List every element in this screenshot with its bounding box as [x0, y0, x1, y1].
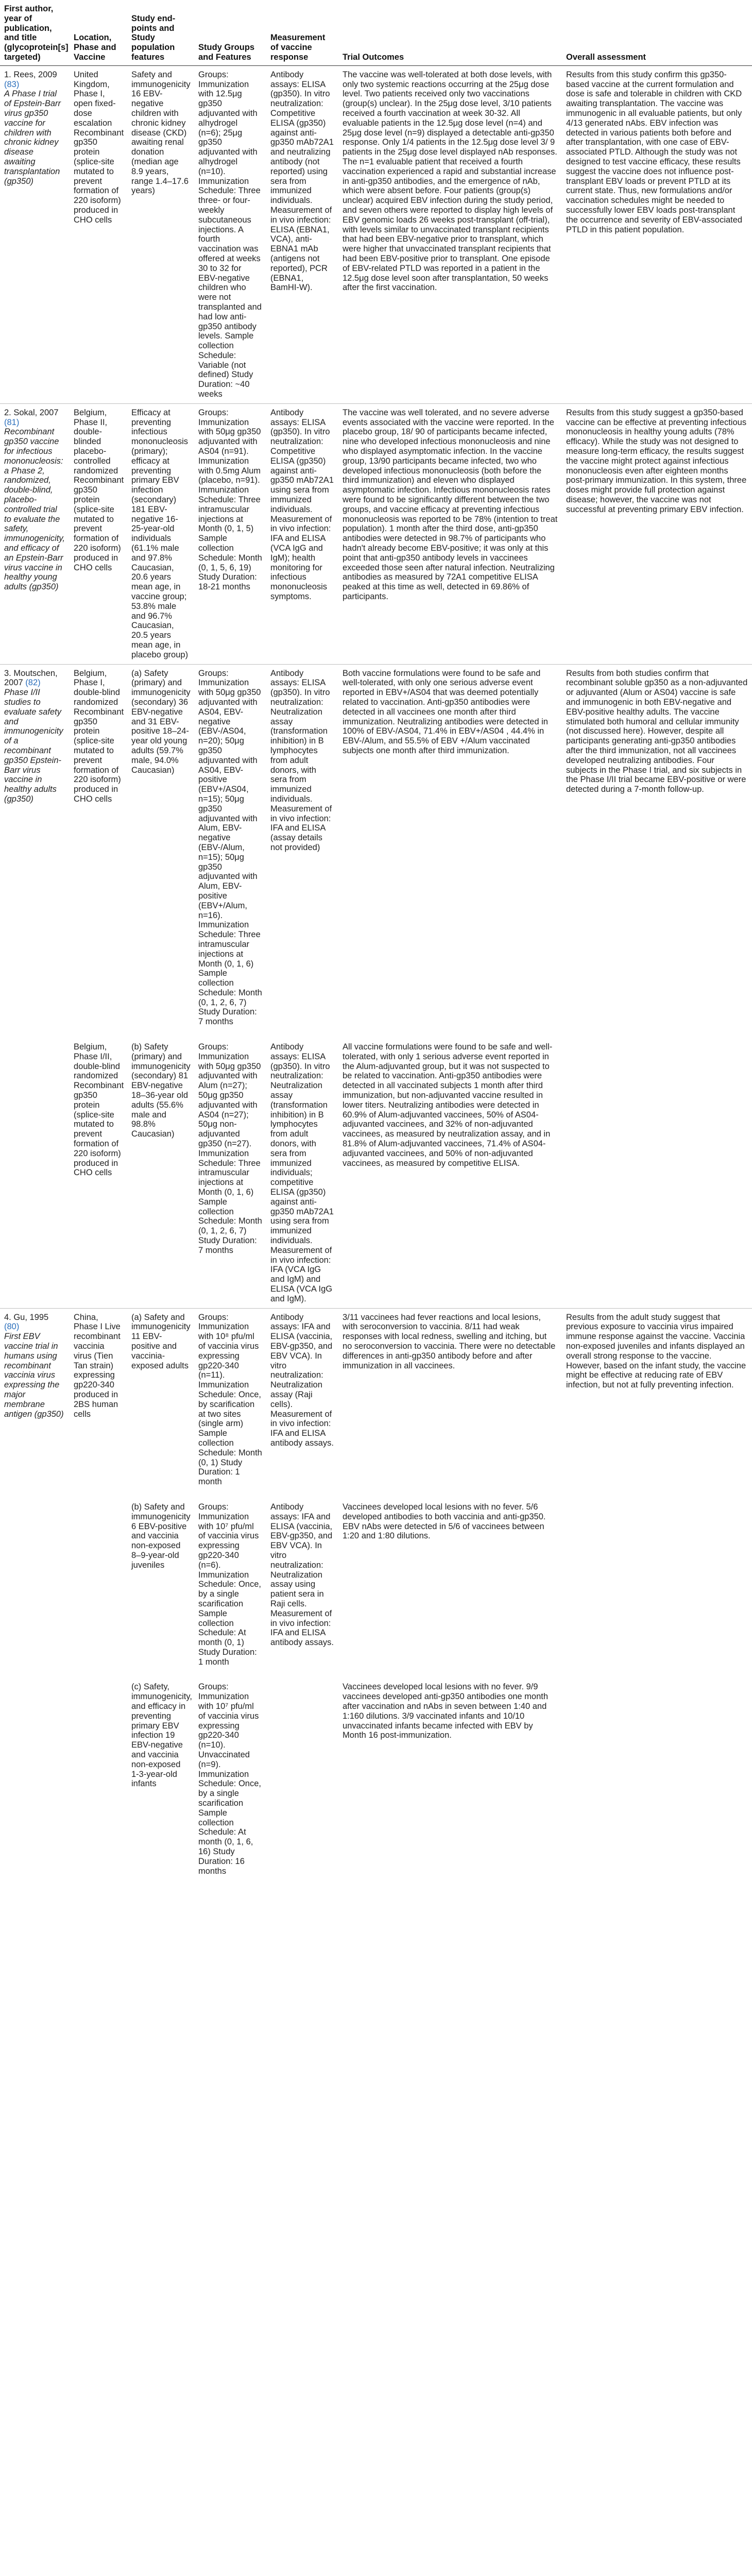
endpoints-cell: Efficacy at preventing infectious mononucleosis (primary); efficacy at preventing primary EBV infection (secondary) 181 EBV-negative 16-25-year-old individuals (61.1% male and 97.8% Caucasian, 20.6 years mean age, in vaccine group; 53.8% male and 96.7% Caucasian, 20.5 years mean age, in placebo group)	[127, 403, 194, 664]
column-header-author: First author, year of publication, and title (glycoprotein[s] targeted)	[0, 0, 70, 65]
assessment-cell	[562, 1671, 752, 1880]
endpoints-cell: Safety and immunogenicity 16 EBV-negative children with chronic kidney disease (CKD) awaiting renal donation (median age 8.9 years, range 1.4–17.6 years)	[127, 65, 194, 403]
location-cell	[70, 1671, 127, 1880]
reference-link[interactable]: (80)	[4, 1322, 20, 1332]
study-title: Phase I/II studies to evaluate safety and immunogenicity of a recombinant gp350 Epstein-Barr virus vaccine in healthy adults (gp350)	[4, 688, 63, 804]
groups-cell: Groups: Immunization with 10⁷ pfu/ml of vaccinia virus expressing gp220-340 (n=10). Unvaccinated (n=9). Immunization Schedule: Once, by a single scarification Sample collection Schedule: At month (0, 1, 6, 16) Study Duration: 16 months	[198, 1682, 261, 1876]
groups-cell: Groups: Immunization with 10⁷ pfu/ml of vaccinia virus expressing gp220-340 (n=6). Immunization Schedule: Once, by a single scarification Sample collection Schedule: At month (0, 1) Study Duration: 1 month	[198, 1502, 261, 1667]
author-cell	[0, 1031, 70, 1308]
reference-link[interactable]: (83)	[4, 79, 20, 89]
endpoints-cell: (a) Safety (primary) and immunogenicity (secondary) 36 EBV-negative and 31 EBV-positive 18–24-year old young adults (59.7% male, 94.0% Caucasian)	[127, 664, 194, 1031]
table-row	[0, 664, 752, 1031]
outcomes-cell: All vaccine formulations were found to be safe and well-tolerated, with only 1 serious adverse event reported in the Alum-adjuvanted group, but it was not suspected to be related to vaccination. Anti-gp350 antibodies were detected in all vaccinated subjects 1 month after third immunization, but non-adjuvanted vaccine resulted in lower titers. Neutralizing antibodies were detected in 60.9% of Alum-adjuvanted vaccinees, 50% of AS04-adjuvanted vaccinees, and 32% of non-adjuvanted vaccinees, as measured by neutralization assay, and in 81.8% of Alum-adjuvanted vaccinees, 71.4% of AS04-adjuvanted vaccinees, and 50% of non-adjuvanted vaccinees, as measured by competitive ELISA.	[343, 1042, 553, 1168]
endpoints-cell: (c) Safety, immunogenicity, and efficacy in preventing primary EBV infection 19 EBV-negative and vaccinia non-exposed 1-3-year-old infants	[131, 1682, 192, 1789]
location-cell: United Kingdom, Phase I, open fixed-dose escalation Recombinant gp350 protein (splice-site mutated to prevent formation of 220 isoform) produced in CHO cells	[70, 65, 127, 403]
assessment-cell: Results from the adult study suggest that previous exposure to vaccinia virus impaired immune response against the vaccine. Vaccinia non-exposed juveniles and infants displayed an overall strong response to the vaccine. However, based on the infant study, the vaccine might be effective at reducing rate of EBV infection, but not at fully preventing infection.	[562, 1308, 752, 1491]
author-cell	[0, 664, 70, 1031]
outcomes-cell: Both vaccine formulations were found to be safe and well-tolerated, with only one serious adverse event reported in EBV+/AS04 that was deemed potentially related to vaccination. Anti-gp350 antibodies were detected in all vaccinees one month after third immunization. Neutralizing antibodies were detected in 100% of EBV-/AS04, 71.4% in EBV+/AS04 , 44.4% in EBV-/Alum, and 55.5% of EBV +/Alum vaccinated subjects one month after third immunization.	[338, 664, 562, 1031]
endpoints-cell: (b) Safety (primary) and immunogenicity (secondary) 81 EBV-negative 18–36-year old adults (55.6% male and 98.8% Caucasian)	[131, 1042, 191, 1139]
measurement-cell: Antibody assays: ELISA (gp350). In vitro neutralization: Competitive ELISA (gp350) against anti-gp350 mAb72A1 using sera from immunized individuals. Measurement of in vivo infection: IFA and ELISA (VCA IgG and IgM); health monitoring for infectious mononucleosis symptoms.	[266, 403, 338, 664]
study-title: First EBV vaccine trial in humans using recombinant vaccinia virus expressing the major membrane antigen (gp350)	[4, 1332, 64, 1419]
outcomes-cell: The vaccine was well-tolerated at both dose levels, with only two systemic reactions occurring at the 25μg dose level. Two patients received only two vaccinations (group(s) unclear). In the 25μg dose level, 3/10 patients received a fourth vaccination at week 30-32. All evaluable patients in the 12.5μg dose level (n=4) and 25μg dose level (n=9) displayed a detectable anti-gp350 response. Only 1/4 patients in the 12.5μg dose level 3/ 9 patients in the 25μg dose level displayed nAb responses. The n=1 evaluable patient that received a fourth vaccination experienced a rapid and substantial increase in anti-gp350 antibodies, and the emergence of nAb, which were absent before. Four patients (group(s) unclear) acquired EBV infection during the study period, and seven others were reported to display high levels of EBV genomic loads 26 weeks post-transplant (off-trial), with levels similar to unvaccinated transplant recipients that had been EBV-negative prior to transplant, which were higher that unvaccinated transplant recipients that had been EBV-positive prior to transplant. One episode of EBV-related PTLD was reported in a patient in the 12.5μg dose level soon after transplantation, 50 weeks after the first vaccination.	[338, 65, 562, 403]
location-cell: Belgium, Phase II, double-blinded placebo-controlled randomized Recombinant gp350 protein (splice-site mutated to prevent formation of 220 isoform) produced in CHO cells	[70, 403, 127, 664]
groups-cell: Groups: Immunization with 50μg gp350 adjuvanted with AS04 (n=91). Immunization with 0.5mg Alum (placebo, n=91). Immunization Schedule: Three intramuscular injections at Month (0, 1, 5) Sample collection Schedule: Month (0, 1, 5, 6, 19) Study Duration: 18-21 months	[194, 403, 266, 664]
measurement-cell	[266, 1671, 338, 1880]
assessment-cell	[562, 1491, 752, 1671]
outcomes-cell: Vaccinees developed local lesions with no fever. 5/6 developed antibodies to both vaccinia and anti-gp350. EBV nAbs were detected in 5/6 of vaccinees between 1:20 and 1:80 dilutions.	[343, 1502, 546, 1541]
table-row	[0, 403, 752, 664]
measurement-cell: Antibody assays: ELISA (gp350). In vitro neutralization: Competitive ELISA (gp350) against anti-gp350 mAb72A1 and neutralizing antibody (not reported) using sera from immunized individuals. Measurement of in vivo infection: ELISA (EBNA1, VCA), anti-EBNA1 mAb (antigens not reported), PCR (EBNA1, BamHI-W).	[266, 65, 338, 403]
endpoints-cell: (b) Safety and immunogenicity 6 EBV-positive and vaccinia non-exposed 8–9-year-old juveniles	[131, 1502, 191, 1570]
column-header-endpoints: Study end-points and Study population features	[127, 0, 194, 65]
author-cell	[0, 1671, 70, 1880]
author-cell	[0, 1308, 70, 1491]
assessment-cell: Results from both studies confirm that recombinant soluble gp350 as a non-adjuvanted or adjuvanted (Alum or AS04) vaccine is safe and immunogenic in both EBV-negative and EBV-positive healthy adults. The vaccine stimulated both humoral and cellular immunity (not discussed here). However, despite all participants generating anti-gp350 antibodies after the third immunization, not all vaccinees developed neutralizing antibodies. Four subjects in the Phase I trial, and six subjects in the Phase I/II trial became EBV-positive or were detected during a 7-month follow-up.	[562, 664, 752, 1031]
author-ref: 2. Sokal, 2007 (81)	[4, 408, 59, 427]
table-row	[0, 1031, 752, 1308]
column-header-outcomes: Trial Outcomes	[338, 0, 562, 65]
measurement-cell: Antibody assays: ELISA (gp350). In vitro neutralization: Neutralization assay (transformation inhibition) in B lymphocytes from adult donors, with sera from immunized individuals; competitive ELISA (gp350) against anti-gp350 mAb72A1 using sera from immunized individuals. Measurement of in vivo infection: IFA (VCA IgG and IgM) and ELISA (VCA IgG and IgM).	[270, 1042, 334, 1303]
reference-link[interactable]: (82)	[25, 678, 41, 688]
author-cell	[0, 1491, 70, 1671]
measurement-cell: Antibody assays: IFA and ELISA (vaccinia, EBV-gp350, and EBV VCA). In vitro neutralization: Neutralization assay using patient sera in Raji cells. Measurement of in vivo infection: IFA and ELISA antibody assays.	[270, 1502, 334, 1648]
assessment-cell	[562, 1031, 752, 1308]
measurement-cell: Antibody assays: ELISA (gp350). In vitro neutralization: Neutralization assay (transformation inhibition) in B lymphocytes from adult donors, with sera from immunized individuals. Measurement of in vivo infection: IFA and ELISA (assay details not provided)	[266, 664, 338, 1031]
author-ref: 1. Rees, 2009 (83)	[4, 70, 57, 89]
location-cell: Belgium, Phase I/II, double-blind randomized Recombinant gp350 protein (splice-site mutated to prevent formation of 220 isoform) produced in CHO cells	[74, 1042, 124, 1178]
outcomes-cell: The vaccine was well tolerated, and no severe adverse events associated with the vaccine were reported. In the placebo group, 18/ 90 of participants became infected, nine who developed infectious mononucleosis and nine who displayed asymptomatic infection. In the vaccine group, 13/90 participants became infected, two who developed infectious mononucleosis (both before the third immunization) and eleven who displayed asymptomatic infection. Infectious mononucleosis rates were found to be significantly different between the two groups, and vaccine efficacy at preventing infectious mononucleosis was reported to be 78% (intention to treat population). 1 month after the third dose, anti-gp350 antibodies were detected in 98.7% of participants who hadn't already become EBV-positive; it was only at this point that anti-gp350 antibody levels in vaccinees exceeded those seen after natural infection. Neutralizing antibodies as measured by 72A1 competitive ELISA peaked at this time as well, detected in 69.86% of participants.	[338, 403, 562, 664]
assessment-cell: Results from this study confirm this gp350-based vaccine at the current formulation and dose is safe and tolerable in children with CKD awaiting transplantation. The vaccine was immunogenic in all evaluable patients, but only 4/13 generated nAbs. EBV infection was detected in various patients both before and after transplantation, with one case of EBV-associated PTLD. Although the study was not designed to test vaccine efficacy, these results suggest the vaccine does not influence post-transplant EBV loads or prevent PTLD at its current state. Thus, new formulations and/or vaccination schedules might be needed to successfully lower EBV loads post-transplant the occurrence and severity of EBV-associated PTLD in this patient population.	[562, 65, 752, 403]
column-header-groups: Study Groups and Features	[194, 0, 266, 65]
groups-cell: Groups: Immunization with 12.5μg gp350 adjuvanted with alhydrogel (n=6); 25μg gp350 adjuvanted with alhydrogel (n=10). Immunization Schedule: Three three- or four-weekly subcutaneous injections. A fourth vaccination was offered at weeks 30 to 32 for EBV-negative children who were not transplanted and had low anti-gp350 antibody levels. Sample collection Schedule: Variable (not defined) Study Duration: ~40 weeks	[194, 65, 266, 403]
table-header-row	[0, 0, 752, 65]
reference-link[interactable]: (81)	[4, 417, 20, 427]
groups-cell: Groups: Immunization with 10⁸ pfu/ml of vaccinia virus expressing gp220-340 (n=11). Immunization Schedule: Once, by scarification at two sites (single arm) Sample collection Schedule: Month (0, 1) Study Duration: 1 month	[194, 1308, 266, 1491]
outcomes-cell: 3/11 vaccinees had fever reactions and local lesions, with seroconversion to vaccinia. 8/11 had weak responses with local redness, swelling and itching, but no seroconversion to vaccinia. There were no detectable differences in anti-gp350 antibody before and after immunization in all vaccinees.	[338, 1308, 562, 1491]
table-row	[0, 1671, 752, 1880]
column-header-assessment: Overall assessment	[562, 0, 752, 65]
author-cell	[0, 403, 70, 664]
study-title: Recombinant gp350 vaccine for infectious mononucleosis: a Phase 2, randomized, double-blind, placebo-controlled trial to evaluate the safety, immunogenicity, and efficacy of an Epstein-Barr virus vaccine in healthy young adults (gp350)	[4, 427, 65, 592]
table-row	[0, 65, 752, 403]
assessment-cell: Results from this study suggest a gp350-based vaccine can be effective at preventing infectious mononucleosis in healthy young adults (78% efficacy). While the study was not designed to measure long-term efficacy, the results suggest the vaccine might protect against infectious mononucleosis even after eighteen months post-primary immunization. In this system, three doses might provide full protection against disease; however, the vaccine was not successful at preventing primary EBV infection.	[562, 403, 752, 664]
outcomes-cell: Vaccinees developed local lesions with no fever. 9/9 vaccinees developed anti-gp350 antibodies one month after vaccination and nAbs in seven between 1:40 and 1:160 dilutions. 3/9 vaccinated infants and 10/10 unvaccinated infants became infected with EBV by Month 16 post-immunization.	[343, 1682, 549, 1740]
location-cell: China, Phase I Live recombinant vaccinia virus (Tien Tan strain) expressing gp220-340 produced in 2BS human cells	[70, 1308, 127, 1491]
location-cell: Belgium, Phase I, double-blind randomized Recombinant gp350 protein (splice-site mutated to prevent formation of 220 isoform) produced in CHO cells	[70, 664, 127, 1031]
column-header-measurement: Measurement of vaccine response	[266, 0, 338, 65]
column-header-location: Location, Phase and Vaccine	[70, 0, 127, 65]
measurement-cell: Antibody assays: IFA and ELISA (vaccinia, EBV-gp350, and EBV VCA). In vitro neutralization: Neutralization assay (Raji cells). Measurement of in vivo infection: IFA and ELISA antibody assays.	[266, 1308, 338, 1491]
groups-cell: Groups: Immunization with 50μg gp350 adjuvanted with Alum (n=27); 50μg gp350 adjuvanted with AS04 (n=27); 50μg non-adjuvanted gp350 (n=27). Immunization Schedule: Three intramuscular injections at Month (0, 1, 6) Sample collection Schedule: Month (0, 1, 2, 6, 7) Study Duration: 7 months	[198, 1042, 262, 1255]
author-ref: 4. Gu, 1995 (80)	[4, 1312, 49, 1332]
table-row	[0, 1491, 752, 1671]
author-cell	[0, 65, 70, 403]
endpoints-cell: (a) Safety and immunogenicity 11 EBV-positive and vaccinia-exposed adults	[127, 1308, 194, 1491]
table-row	[0, 1308, 752, 1491]
author-ref: 3. Moutschen, 2007 (82)	[4, 668, 58, 688]
study-title: A Phase I trial of Epstein-Barr virus gp350 vaccine for children with chronic kidney disease awaiting transplantation (gp350)	[4, 89, 61, 186]
groups-cell: Groups: Immunization with 50μg gp350 adjuvanted with AS04, EBV-negative (EBV-/AS04, n=20); 50μg gp350 adjuvanted with AS04, EBV-positive (EBV+/AS04, n=15); 50μg gp350 adjuvanted with Alum, EBV-negative (EBV-/Alum, n=15); 50μg gp350 adjuvanted with Alum, EBV-positive (EBV+/Alum, n=16). Immunization Schedule: Three intramuscular injections at Month (0, 1, 6) Sample collection Schedule: Month (0, 1, 2, 6, 7) Study Duration: 7 months	[194, 664, 266, 1031]
location-cell	[70, 1491, 127, 1671]
